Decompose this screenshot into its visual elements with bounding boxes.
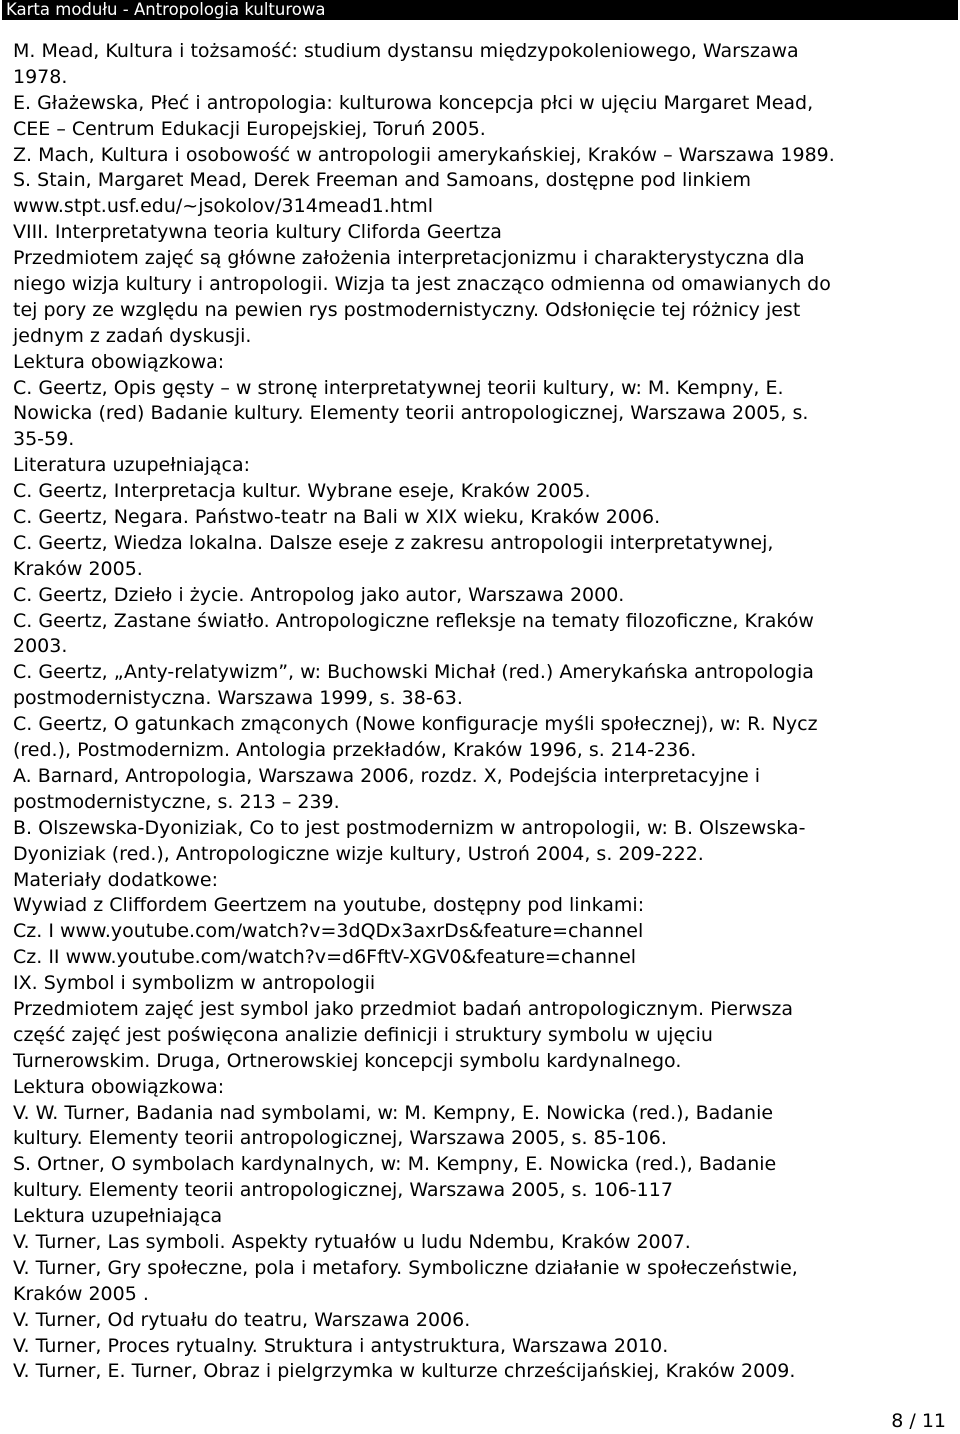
running-header: Karta modułu - Antropologia kulturowa: [2, 0, 958, 20]
text-line: Lektura obowiązkowa:: [13, 350, 225, 373]
text-line: 1978.: [13, 65, 68, 88]
text-line: Kraków 2005 .: [13, 1282, 149, 1305]
text-line: Z. Mach, Kultura i osobowość w antropologii amerykańskiej, Kraków – Warszawa 1989.: [13, 143, 835, 166]
text-line: Nowicka (red) Badanie kultury. Elementy teorii antropologicznej, Warszawa 2005, s.: [13, 402, 809, 425]
text-line: VIII. Interpretatywna teoria kultury Cliforda Geertza: [13, 221, 502, 244]
text-line: kultury. Elementy teorii antropologicznej, Warszawa 2005, s. 106-117: [13, 1179, 673, 1202]
text-line: M. Mead, Kultura i tożsamość: studium dystansu międzypokoleniowego, Warszawa: [13, 40, 799, 62]
text-line: V. Turner, Proces rytualny. Struktura i antystruktura, Warszawa 2010.: [13, 1334, 669, 1357]
text-line: Przedmiotem zajęć są główne założenia interpretacjonizmu i charakterystyczna dla: [13, 247, 805, 270]
page-number: 8 / 11: [891, 1410, 946, 1432]
text-line: V. Turner, Gry społeczne, pola i metafory. Symboliczne działanie w społeczeństwie,: [13, 1256, 798, 1279]
document-body: [13, 39, 953, 1385]
text-line: C. Geertz, Zastane światło. Antropologiczne refleksje na tematy filozoficzne, Kraków: [13, 609, 814, 632]
text-line: IX. Symbol i symbolizm w antropologii: [13, 972, 376, 995]
text-line: Lektura obowiązkowa:: [13, 1075, 225, 1098]
text-line: A. Barnard, Antropologia, Warszawa 2006, rozdz. X, Podejścia interpretacyjne i: [13, 764, 761, 787]
text-line: C. Geertz, Opis gęsty – w stronę interpretatywnej teorii kultury, w: M. Kempny, E.: [13, 376, 784, 399]
text-line: V. Turner, Od rytuału do teatru, Warszawa 2006.: [13, 1308, 471, 1331]
text-line: jednym z zadań dyskusji.: [13, 324, 252, 347]
text-line: V. W. Turner, Badania nad symbolami, w: M. Kempny, E. Nowicka (red.), Badanie: [13, 1101, 774, 1124]
text-line: Turnerowskim. Druga, Ortnerowskiej koncepcji symbolu kardynalnego.: [13, 1049, 682, 1072]
text-line: C. Geertz, Dzieło i życie. Antropolog jako autor, Warszawa 2000.: [13, 583, 625, 606]
text-line: Materiały dodatkowe:: [13, 868, 219, 891]
text-line: postmodernistyczne, s. 213 – 239.: [13, 790, 340, 813]
text-line: Wywiad z Cliffordem Geertzem na youtube, dostępny pod linkami:: [13, 894, 645, 917]
text-line: Przedmiotem zajęć jest symbol jako przedmiot badań antropologicznym. Pierwsza: [13, 997, 793, 1020]
text-line: Kraków 2005.: [13, 557, 143, 580]
text-line: Lektura uzupełniająca: [13, 1205, 223, 1228]
text-line: niego wizja kultury i antropologii. Wizja ta jest znacząco odmienna od omawianych do: [13, 273, 831, 296]
text-line: S. Ortner, O symbolach kardynalnych, w: M. Kempny, E. Nowicka (red.), Badanie: [13, 1153, 777, 1176]
text-line: C. Geertz, Interpretacja kultur. Wybrane eseje, Kraków 2005.: [13, 480, 591, 503]
text-line: Dyoniziak (red.), Antropologiczne wizje kultury, Ustroń 2004, s. 209-222.: [13, 842, 704, 865]
text-line: Literatura uzupełniająca:: [13, 454, 251, 477]
text-line: www.stpt.usf.edu/~jsokolov/314mead1.html: [13, 195, 434, 218]
text-line: Cz. II www.youtube.com/watch?v=d6FftV-XGV0&feature=channel: [13, 946, 637, 969]
text-line: E. Głażewska, Płeć i antropologia: kulturowa koncepcja płci w ujęciu Margaret Mead,: [13, 91, 814, 114]
text-line: część zajęć jest poświęcona analizie definicji i struktury symbolu w ujęciu: [13, 1023, 713, 1046]
text-line: S. Stain, Margaret Mead, Derek Freeman and Samoans, dostępne pod linkiem: [13, 169, 752, 192]
text-line: C. Geertz, Wiedza lokalna. Dalsze eseje z zakresu antropologii interpretatywnej,: [13, 531, 774, 554]
text-line: 2003.: [13, 635, 68, 658]
text-line: postmodernistyczna. Warszawa 1999, s. 38-63.: [13, 687, 463, 710]
text-line: 35-59.: [13, 428, 75, 451]
text-line: C. Geertz, O gatunkach zmąconych (Nowe konfiguracje myśli społecznej), w: R. Nycz: [13, 713, 818, 736]
text-line: C. Geertz, Negara. Państwo-teatr na Bali w XIX wieku, Kraków 2006.: [13, 506, 661, 529]
text-line: Cz. I www.youtube.com/watch?v=3dQDx3axrDs&feature=channel: [13, 920, 644, 943]
text-line: kultury. Elementy teorii antropologicznej, Warszawa 2005, s. 85-106.: [13, 1127, 667, 1150]
text-line: CEE – Centrum Edukacji Europejskiej, Toruń 2005.: [13, 117, 486, 140]
text-line: tej pory ze względu na pewien rys postmodernistyczny. Odsłonięcie tej różnicy jest: [13, 298, 801, 321]
text-line: B. Olszewska-Dyoniziak, Co to jest postmodernizm w antropologii, w: B. Olszewska-: [13, 816, 806, 839]
text-line: (red.), Postmodernizm. Antologia przekładów, Kraków 1996, s. 214-236.: [13, 739, 697, 762]
text-line: V. Turner, E. Turner, Obraz i pielgrzymka w kulturze chrześcijańskiej, Kraków 2009.: [13, 1360, 796, 1383]
text-line: C. Geertz, „Anty-relatywizm”, w: Buchowski Michał (red.) Amerykańska antropologia: [13, 661, 814, 684]
text-line: V. Turner, Las symboli. Aspekty rytuałów u ludu Ndembu, Kraków 2007.: [13, 1230, 691, 1253]
